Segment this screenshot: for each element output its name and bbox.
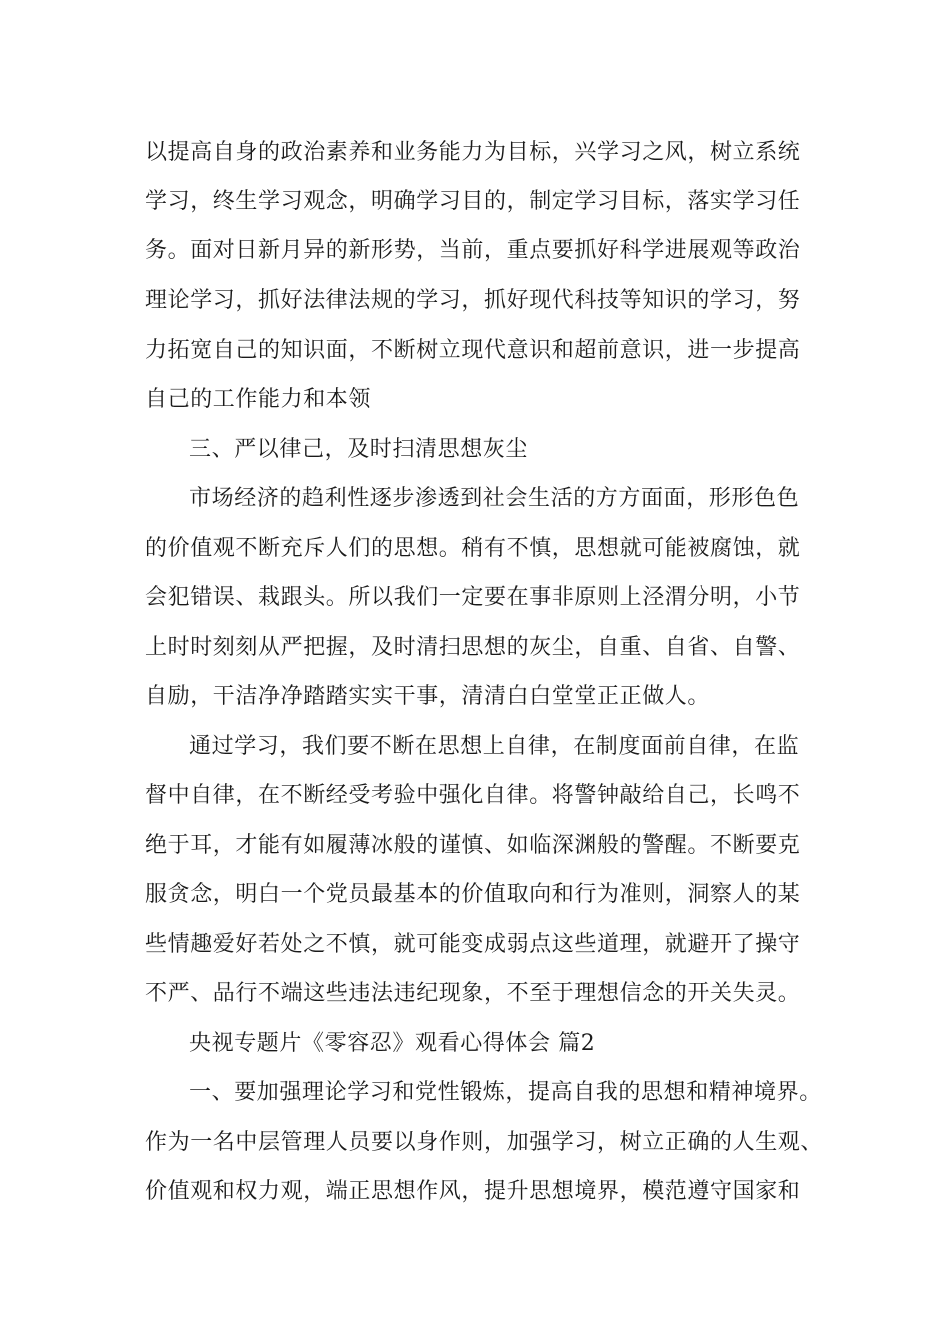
- text-line: 市场经济的趋利性逐步渗透到社会生活的方方面面，形形色色: [189, 486, 800, 511]
- text-line: 些情趣爱好若处之不慎，就可能变成弱点这些道理，就避开了操守: [145, 932, 801, 957]
- article-title: 央视专题片《零容忍》观看心得体会 篇2: [189, 1031, 596, 1056]
- text-line: 自己的工作能力和本领: [145, 387, 372, 412]
- text-line: 理论学习，抓好法律法规的学习，抓好现代科技等知识的学习，努: [145, 288, 801, 313]
- section-heading: 三、严以律己，及时扫清思想灰尘: [189, 437, 529, 462]
- text-line: 价值观和权力观，端正思想作风，提升思想境界，模范遵守国家和: [145, 1179, 801, 1204]
- text-line: 务。面对日新月异的新形势，当前，重点要抓好科学进展观等政治: [145, 238, 801, 263]
- text-line: 自励，干洁净净踏踏实实干事，清清白白堂堂正正做人。: [145, 684, 711, 709]
- text-line: 会犯错误、栽跟头。所以我们一定要在事非原则上泾渭分明，小节: [145, 585, 801, 610]
- text-line: 力拓宽自己的知识面，不断树立现代意识和超前意识，进一步提高: [145, 338, 801, 363]
- text-line: 督中自律，在不断经受考验中强化自律。将警钟敲给自己，长鸣不: [145, 783, 801, 808]
- text-line: 通过学习，我们要不断在思想上自律，在制度面前自律，在监: [189, 734, 800, 759]
- text-line: 的价值观不断充斥人们的思想。稍有不慎，思想就可能被腐蚀，就: [145, 536, 801, 561]
- text-line: 一、要加强理论学习和党性锻炼，提高自我的思想和精神境界。: [189, 1080, 822, 1105]
- text-line: 以提高自身的政治素养和业务能力为目标，兴学习之风，树立系统: [145, 140, 801, 165]
- text-line: 服贪念，明白一个党员最基本的价值取向和行为准则，洞察人的某: [145, 882, 801, 907]
- text-line: 上时时刻刻从严把握，及时清扫思想的灰尘，自重、自省、自警、: [145, 635, 801, 660]
- text-line: 不严、品行不端这些违法违纪现象，不至于理想信念的开关失灵。: [145, 981, 801, 1006]
- text-line: 作为一名中层管理人员要以身作则，加强学习，树立正确的人生观、: [145, 1130, 824, 1155]
- text-line: 学习，终生学习观念，明确学习目的，制定学习目标，落实学习任: [145, 189, 801, 214]
- text-line: 绝于耳，才能有如履薄冰般的谨慎、如临深渊般的警醒。不断要克: [145, 833, 801, 858]
